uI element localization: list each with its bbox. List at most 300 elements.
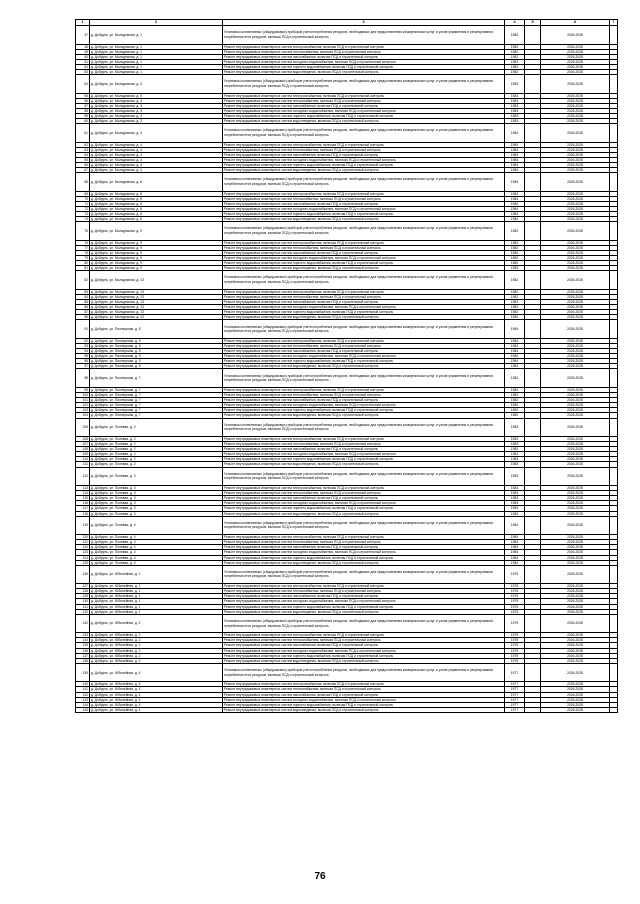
row-work-description: Ремонт внутридомовых инженерных систем горячего водоснабжения, включая ПСД и строительный контроль xyxy=(223,653,505,658)
row-year-built: 1982 xyxy=(505,261,525,266)
row-number: 85 xyxy=(76,300,90,305)
row-number: 105 xyxy=(76,418,90,437)
table-row-meter-installation xyxy=(76,565,618,584)
row-year-built: 1982 xyxy=(505,315,525,320)
row-period: 2026-2028 xyxy=(541,152,610,157)
row-work-description: Ремонт внутридомовых инженерных систем теплоснабжения, включая ПСД и строительный контроль xyxy=(223,343,505,348)
row-work-description: Ремонт внутридомовых инженерных систем газоснабжения, включая ПСД и строительный контроль xyxy=(223,692,505,697)
row-address: д. Добрунь, ул. Пионерская, д. 5 xyxy=(90,349,223,354)
row-year-built: 1982 xyxy=(505,403,525,408)
row-address: д. Добрунь, ул. Молодежная, д. 4 xyxy=(90,157,223,162)
row-year-built: 1984 xyxy=(505,173,525,192)
row-address: д. Добрунь, ул. Пионерская, д. 5 xyxy=(90,364,223,369)
row-work-description: Ремонт внутридомовых инженерных систем водоотведения, включая ПСД и строительный контроль xyxy=(223,609,505,614)
row-empty-cell xyxy=(525,418,541,437)
row-year-built: 1975 xyxy=(505,614,525,633)
row-work-description: Установка коллективных (общедомовых) приборов учета потребления ресурсов, необходимых для предоставления коммунальных услуг, и узлов управления и регулирования потребления этих ресурсов, включая ПСД и строительный контроль xyxy=(223,369,505,388)
row-year-built: 1983 xyxy=(505,113,525,118)
row-address: д. Добрунь, ул. Пионерская, д. 5 xyxy=(90,359,223,364)
table-row-meter-installation xyxy=(76,369,618,388)
row-work-description: Ремонт внутридомовых инженерных систем электроснабжения, включая ПСД и строительный контроль xyxy=(223,437,505,442)
row-period: 2026-2028 xyxy=(541,545,610,550)
row-work-description: Установка коллективных (общедомовых) приборов учета потребления ресурсов, необходимых для предоставления коммунальных услуг, и узлов управления и регулирования потребления этих ресурсов, включая ПСД и строительный контроль xyxy=(223,124,505,143)
row-year-built: 1984 xyxy=(505,535,525,540)
row-work-description: Ремонт внутридомовых инженерных систем электроснабжения, включая ПСД и строительный контроль xyxy=(223,93,505,98)
row-address: д. Добрунь, ул. Юбилейная, д. 1 xyxy=(90,589,223,594)
row-number: 75 xyxy=(76,222,90,241)
row-period: 2026-2028 xyxy=(541,222,610,241)
row-address: д. Добрунь, ул. Полевая, д. 2 xyxy=(90,442,223,447)
row-number: 99 xyxy=(76,387,90,392)
row-work-description: Установка коллективных (общедомовых) приборов учета потребления ресурсов, необходимых для предоставления коммунальных услуг, и узлов управления и регулирования потребления этих ресурсов, включая ПСД и строительный контроль xyxy=(223,565,505,584)
row-address: д. Добрунь, ул. Юбилейная, д. 2 xyxy=(90,638,223,643)
row-address: д. Добрунь, ул. Молодежная, д. 13 xyxy=(90,289,223,294)
row-number: 111 xyxy=(76,462,90,467)
row-period: 2026-2028 xyxy=(541,491,610,496)
row-address: д. Добрунь, ул. Полевая, д. 3 xyxy=(90,491,223,496)
row-year-built: 1984 xyxy=(505,560,525,565)
row-address: д. Добрунь, ул. Молодежная, д. 1 xyxy=(90,59,223,64)
row-number: 110 xyxy=(76,457,90,462)
row-address: д. Добрунь, ул. Молодежная, д. 3 xyxy=(90,103,223,108)
row-year-built: 1982 xyxy=(505,222,525,241)
row-empty-cell xyxy=(525,369,541,388)
row-period: 2026-2028 xyxy=(541,245,610,250)
row-year-built: 1983 xyxy=(505,491,525,496)
row-year-built: 1982 xyxy=(505,245,525,250)
row-year-built: 1983 xyxy=(505,75,525,94)
row-address: д. Добрунь, ул. Пионерская, д. 5 xyxy=(90,338,223,343)
row-address: д. Добрунь, ул. Молодежная, д. 9 xyxy=(90,256,223,261)
row-work-description: Ремонт внутридомовых инженерных систем холодного водоснабжения, включая ПСД и строительный контроль xyxy=(223,157,505,162)
row-year-built: 1984 xyxy=(505,540,525,545)
row-period: 2026-2028 xyxy=(541,614,610,633)
row-period: 2026-2028 xyxy=(541,418,610,437)
row-period: 2026-2028 xyxy=(541,486,610,491)
row-period: 2026-2028 xyxy=(541,462,610,467)
row-number: 73 xyxy=(76,212,90,217)
row-period: 2026-2028 xyxy=(541,26,610,45)
row-year-built: 1984 xyxy=(505,147,525,152)
row-address: д. Добрунь, ул. Молодежная, д. 6 xyxy=(90,212,223,217)
row-period: 2026-2028 xyxy=(541,643,610,648)
column-header: 4 xyxy=(505,20,525,26)
row-number: 127 xyxy=(76,584,90,589)
row-year-built: 1975 xyxy=(505,638,525,643)
row-number: 76 xyxy=(76,240,90,245)
row-year-built: 1984 xyxy=(505,320,525,339)
row-work-description: Ремонт внутридомовых инженерных систем теплоснабжения, включая ПСД и строительный контроль xyxy=(223,196,505,201)
row-period: 2026-2028 xyxy=(541,300,610,305)
row-number: 103 xyxy=(76,408,90,413)
row-period: 2026-2028 xyxy=(541,359,610,364)
row-year-built: 1984 xyxy=(505,206,525,211)
row-work-description: Установка коллективных (общедомовых) приборов учета потребления ресурсов, необходимых для предоставления коммунальных услуг, и узлов управления и регулирования потребления этих ресурсов, включая ПСД и строительный контроль xyxy=(223,663,505,682)
row-number: 50 xyxy=(76,54,90,59)
row-year-built: 1975 xyxy=(505,584,525,589)
row-address: д. Добрунь, ул. Полевая, д. 4 xyxy=(90,560,223,565)
row-work-description: Установка коллективных (общедомовых) приборов учета потребления ресурсов, необходимых для предоставления коммунальных услуг, и узлов управления и регулирования потребления этих ресурсов, включая ПСД и строительный контроль xyxy=(223,173,505,192)
row-work-description: Ремонт внутридомовых инженерных систем горячего водоснабжения, включая ПСД и строительный контроль xyxy=(223,212,505,217)
row-number: 109 xyxy=(76,452,90,457)
row-period: 2026-2028 xyxy=(541,403,610,408)
row-address: д. Добрунь, ул. Юбилейная, д. 2 xyxy=(90,633,223,638)
row-period: 2026-2028 xyxy=(541,535,610,540)
row-work-description: Ремонт внутридомовых инженерных систем теплоснабжения, включая ПСД и строительный контроль xyxy=(223,294,505,299)
row-year-built: 1982 xyxy=(505,69,525,74)
row-work-description: Установка коллективных (общедомовых) приборов учета потребления ресурсов, необходимых для предоставления коммунальных услуг, и узлов управления и регулирования потребления этих ресурсов, включая ПСД и строительный контроль xyxy=(223,418,505,437)
row-work-description: Ремонт внутридомовых инженерных систем холодного водоснабжения, включая ПСД и строительный контроль xyxy=(223,501,505,506)
row-period: 2026-2028 xyxy=(541,604,610,609)
column-header: 3 xyxy=(223,20,505,26)
row-number: 114 xyxy=(76,491,90,496)
row-number: 98 xyxy=(76,369,90,388)
row-period: 2026-2028 xyxy=(541,516,610,535)
row-number: 88 xyxy=(76,315,90,320)
row-work-description: Ремонт внутридомовых инженерных систем холодного водоснабжения, включая ПСД и строительный контроль xyxy=(223,206,505,211)
row-year-built: 1983 xyxy=(505,511,525,516)
row-address: д. Добрунь, ул. Полевая, д. 2 xyxy=(90,418,223,437)
row-address: д. Добрунь, ул. Молодежная, д. 9 xyxy=(90,250,223,255)
row-address: д. Добрунь, ул. Молодежная, д. 3 xyxy=(90,75,223,94)
row-work-description: Ремонт внутридомовых инженерных систем водоотведения, включая ПСД и строительный контроль xyxy=(223,462,505,467)
row-period: 2026-2028 xyxy=(541,692,610,697)
row-address: д. Добрунь, ул. Молодежная, д. 6 xyxy=(90,201,223,206)
row-period: 2026-2028 xyxy=(541,413,610,418)
row-period: 2026-2028 xyxy=(541,511,610,516)
row-period: 2026-2028 xyxy=(541,369,610,388)
row-number: 130 xyxy=(76,599,90,604)
row-number: 84 xyxy=(76,294,90,299)
row-period: 2026-2028 xyxy=(541,442,610,447)
row-address: д. Добрунь, ул. Молодежная, д. 1 xyxy=(90,54,223,59)
row-period: 2026-2028 xyxy=(541,103,610,108)
row-period: 2026-2028 xyxy=(541,550,610,555)
row-work-description: Ремонт внутридомовых инженерных систем электроснабжения, включая ПСД и строительный контроль xyxy=(223,338,505,343)
row-period: 2026-2028 xyxy=(541,163,610,168)
row-empty-cell xyxy=(610,663,618,682)
row-work-description: Установка коллективных (общедомовых) приборов учета потребления ресурсов, необходимых для предоставления коммунальных услуг, и узлов управления и регулирования потребления этих ресурсов, включая ПСД и строительный контроль xyxy=(223,614,505,633)
row-number: 135 xyxy=(76,643,90,648)
row-address: д. Добрунь, ул. Молодежная, д. 4 xyxy=(90,124,223,143)
row-empty-cell xyxy=(610,222,618,241)
row-year-built: 1982 xyxy=(505,408,525,413)
row-number: 133 xyxy=(76,633,90,638)
row-work-description: Ремонт внутридомовых инженерных систем горячего водоснабжения, включая ПСД и строительный контроль xyxy=(223,261,505,266)
row-year-built: 1982 xyxy=(505,413,525,418)
row-number: 144 xyxy=(76,702,90,707)
row-year-built: 1983 xyxy=(505,437,525,442)
row-work-description: Ремонт внутридомовых инженерных систем водоотведения, включая ПСД и строительный контроль xyxy=(223,707,505,712)
row-work-description: Ремонт внутридомовых инженерных систем холодного водоснабжения, включая ПСД и строительный контроль xyxy=(223,599,505,604)
row-year-built: 1977 xyxy=(505,702,525,707)
row-year-built: 1984 xyxy=(505,516,525,535)
row-number: 95 xyxy=(76,354,90,359)
row-work-description: Ремонт внутридомовых инженерных систем водоотведения, включая ПСД и строительный контроль xyxy=(223,413,505,418)
row-number: 97 xyxy=(76,364,90,369)
row-year-built: 1977 xyxy=(505,682,525,687)
row-work-description: Ремонт внутридомовых инженерных систем холодного водоснабжения, включая ПСД и строительный контроль xyxy=(223,305,505,310)
row-work-description: Ремонт внутридомовых инженерных систем газоснабжения, включая ПСД и строительный контроль xyxy=(223,54,505,59)
row-address: д. Добрунь, ул. Юбилейная, д. 2 xyxy=(90,614,223,633)
row-empty-cell xyxy=(525,663,541,682)
row-number: 126 xyxy=(76,565,90,584)
row-work-description: Ремонт внутридомовых инженерных систем горячего водоснабжения, включая ПСД и строительный контроль xyxy=(223,163,505,168)
row-empty-cell xyxy=(525,222,541,241)
row-period: 2026-2028 xyxy=(541,599,610,604)
row-work-description: Ремонт внутридомовых инженерных систем водоотведения, включая ПСД и строительный контроль xyxy=(223,119,505,124)
row-number: 143 xyxy=(76,697,90,702)
row-work-description: Ремонт внутридомовых инженерных систем газоснабжения, включая ПСД и строительный контроль xyxy=(223,496,505,501)
row-address: д. Добрунь, ул. Молодежная, д. 13 xyxy=(90,271,223,290)
row-year-built: 1983 xyxy=(505,501,525,506)
row-address: д. Добрунь, ул. Юбилейная, д. 2 xyxy=(90,648,223,653)
row-number: 70 xyxy=(76,196,90,201)
row-period: 2026-2028 xyxy=(541,697,610,702)
row-year-built: 1982 xyxy=(505,26,525,45)
row-address: д. Добрунь, ул. Молодежная, д. 9 xyxy=(90,240,223,245)
row-address: д. Добрунь, ул. Юбилейная, д. 2 xyxy=(90,643,223,648)
row-number: 57 xyxy=(76,103,90,108)
row-work-description: Ремонт внутридомовых инженерных систем водоотведения, включая ПСД и строительный контроль xyxy=(223,315,505,320)
row-period: 2026-2028 xyxy=(541,457,610,462)
table-row-meter-installation xyxy=(76,320,618,339)
row-number: 86 xyxy=(76,305,90,310)
row-period: 2026-2028 xyxy=(541,447,610,452)
row-work-description: Ремонт внутридомовых инженерных систем холодного водоснабжения, включая ПСД и строительный контроль xyxy=(223,108,505,113)
row-period: 2026-2028 xyxy=(541,609,610,614)
row-number: 63 xyxy=(76,147,90,152)
row-year-built: 1977 xyxy=(505,692,525,697)
row-number: 55 xyxy=(76,93,90,98)
row-number: 52 xyxy=(76,64,90,69)
row-number: 68 xyxy=(76,173,90,192)
row-address: д. Добрунь, ул. Молодежная, д. 6 xyxy=(90,191,223,196)
row-number: 137 xyxy=(76,653,90,658)
row-period: 2026-2028 xyxy=(541,452,610,457)
row-address: д. Добрунь, ул. Молодежная, д. 1 xyxy=(90,69,223,74)
row-number: 83 xyxy=(76,289,90,294)
row-work-description: Ремонт внутридомовых инженерных систем газоснабжения, включая ПСД и строительный контроль xyxy=(223,201,505,206)
row-number: 124 xyxy=(76,555,90,560)
row-period: 2026-2028 xyxy=(541,653,610,658)
row-empty-cell xyxy=(525,565,541,584)
row-year-built: 1983 xyxy=(505,93,525,98)
row-work-description: Ремонт внутридомовых инженерных систем холодного водоснабжения, включая ПСД и строительный контроль xyxy=(223,648,505,653)
row-period: 2026-2028 xyxy=(541,343,610,348)
row-period: 2026-2028 xyxy=(541,173,610,192)
row-period: 2026-2028 xyxy=(541,212,610,217)
row-address: д. Добрунь, ул. Молодежная, д. 13 xyxy=(90,315,223,320)
row-work-description: Ремонт внутридомовых инженерных систем электроснабжения, включая ПСД и строительный контроль xyxy=(223,633,505,638)
row-year-built: 1984 xyxy=(505,196,525,201)
table-row-meter-installation xyxy=(76,418,618,437)
row-empty-cell xyxy=(525,124,541,143)
row-address: д. Добрунь, ул. Молодежная, д. 6 xyxy=(90,217,223,222)
row-address: д. Добрунь, ул. Молодежная, д. 13 xyxy=(90,310,223,315)
row-period: 2026-2028 xyxy=(541,256,610,261)
row-year-built: 1984 xyxy=(505,152,525,157)
row-work-description: Ремонт внутридомовых инженерных систем газоснабжения, включая ПСД и строительный контроль xyxy=(223,103,505,108)
row-year-built: 1983 xyxy=(505,442,525,447)
row-work-description: Ремонт внутридомовых инженерных систем горячего водоснабжения, включая ПСД и строительный контроль xyxy=(223,359,505,364)
row-address: д. Добрунь, ул. Полевая, д. 3 xyxy=(90,501,223,506)
row-number: 132 xyxy=(76,614,90,633)
row-address: д. Добрунь, ул. Молодежная, д. 13 xyxy=(90,300,223,305)
row-number: 100 xyxy=(76,393,90,398)
row-work-description: Ремонт внутридомовых инженерных систем газоснабжения, включая ПСД и строительный контроль xyxy=(223,349,505,354)
row-work-description: Установка коллективных (общедомовых) приборов учета потребления ресурсов, необходимых для предоставления коммунальных услуг, и узлов управления и регулирования потребления этих ресурсов, включая ПСД и строительный контроль xyxy=(223,467,505,486)
row-number: 48 xyxy=(76,44,90,49)
row-year-built: 1977 xyxy=(505,707,525,712)
row-work-description: Ремонт внутридомовых инженерных систем теплоснабжения, включая ПСД и строительный контроль xyxy=(223,491,505,496)
row-year-built: 1983 xyxy=(505,103,525,108)
row-year-built: 1982 xyxy=(505,59,525,64)
row-work-description: Ремонт внутридомовых инженерных систем водоотведения, включая ПСД и строительный контроль xyxy=(223,364,505,369)
table-row-meter-installation xyxy=(76,271,618,290)
row-empty-cell xyxy=(525,271,541,290)
row-work-description: Ремонт внутридомовых инженерных систем горячего водоснабжения, включая ПСД и строительный контроль xyxy=(223,310,505,315)
row-empty-cell xyxy=(610,369,618,388)
row-year-built: 1982 xyxy=(505,266,525,271)
row-address: д. Добрунь, ул. Юбилейная, д. 4 xyxy=(90,707,223,712)
row-period: 2026-2028 xyxy=(541,59,610,64)
row-number: 112 xyxy=(76,467,90,486)
table-row-meter-installation xyxy=(76,516,618,535)
row-number: 120 xyxy=(76,535,90,540)
page-number: 76 xyxy=(314,871,326,882)
row-year-built: 1982 xyxy=(505,305,525,310)
row-work-description: Ремонт внутридомовых инженерных систем холодного водоснабжения, включая ПСД и строительный контроль xyxy=(223,403,505,408)
row-year-built: 1983 xyxy=(505,108,525,113)
row-number: 80 xyxy=(76,261,90,266)
row-period: 2026-2028 xyxy=(541,196,610,201)
row-work-description: Установка коллективных (общедомовых) приборов учета потребления ресурсов, необходимых для предоставления коммунальных услуг, и узлов управления и регулирования потребления этих ресурсов, включая ПСД и строительный контроль xyxy=(223,271,505,290)
row-period: 2026-2028 xyxy=(541,354,610,359)
table-row-meter-installation xyxy=(76,467,618,486)
row-address: д. Добрунь, ул. Полевая, д. 4 xyxy=(90,535,223,540)
row-period: 2026-2028 xyxy=(541,217,610,222)
row-number: 78 xyxy=(76,250,90,255)
row-year-built: 1977 xyxy=(505,687,525,692)
row-period: 2026-2028 xyxy=(541,93,610,98)
row-year-built: 1982 xyxy=(505,300,525,305)
row-empty-cell xyxy=(525,707,541,712)
row-period: 2026-2028 xyxy=(541,271,610,290)
row-period: 2026-2028 xyxy=(541,69,610,74)
row-year-built: 1984 xyxy=(505,550,525,555)
row-period: 2026-2028 xyxy=(541,305,610,310)
row-year-built: 1983 xyxy=(505,467,525,486)
row-year-built: 1975 xyxy=(505,658,525,663)
row-number: 65 xyxy=(76,157,90,162)
row-work-description: Ремонт внутридомовых инженерных систем газоснабжения, включая ПСД и строительный контроль xyxy=(223,398,505,403)
row-period: 2026-2028 xyxy=(541,147,610,152)
row-number: 129 xyxy=(76,594,90,599)
row-year-built: 1984 xyxy=(505,359,525,364)
row-year-built: 1982 xyxy=(505,250,525,255)
row-year-built: 1983 xyxy=(505,496,525,501)
row-work-description: Ремонт внутридомовых инженерных систем теплоснабжения, включая ПСД и строительный контроль xyxy=(223,442,505,447)
row-number: 56 xyxy=(76,98,90,103)
row-year-built: 1982 xyxy=(505,310,525,315)
row-period: 2026-2028 xyxy=(541,682,610,687)
row-work-description: Ремонт внутридомовых инженерных систем холодного водоснабжения, включая ПСД и строительный контроль xyxy=(223,354,505,359)
row-empty-cell xyxy=(610,320,618,339)
row-empty-cell xyxy=(610,614,618,633)
column-header: 2 xyxy=(90,20,223,26)
row-period: 2026-2028 xyxy=(541,310,610,315)
row-address: д. Добрунь, ул. Полевая, д. 3 xyxy=(90,506,223,511)
row-address: д. Добрунь, ул. Пионерская, д. 7 xyxy=(90,387,223,392)
row-address: д. Добрунь, ул. Молодежная, д. 9 xyxy=(90,222,223,241)
row-address: д. Добрунь, ул. Юбилейная, д. 1 xyxy=(90,604,223,609)
row-address: д. Добрунь, ул. Молодежная, д. 4 xyxy=(90,163,223,168)
row-work-description: Ремонт внутридомовых инженерных систем газоснабжения, включая ПСД и строительный контроль xyxy=(223,250,505,255)
row-work-description: Ремонт внутридомовых инженерных систем горячего водоснабжения, включая ПСД и строительный контроль xyxy=(223,702,505,707)
capital-repair-table-sheet xyxy=(75,19,617,713)
row-number: 79 xyxy=(76,256,90,261)
row-period: 2026-2028 xyxy=(541,584,610,589)
row-number: 53 xyxy=(76,69,90,74)
row-address: д. Добрунь, ул. Полевая, д. 2 xyxy=(90,462,223,467)
row-period: 2026-2028 xyxy=(541,64,610,69)
row-period: 2026-2028 xyxy=(541,44,610,49)
row-work-description: Ремонт внутридомовых инженерных систем электроснабжения, включая ПСД и строительный контроль xyxy=(223,142,505,147)
row-year-built: 1982 xyxy=(505,49,525,54)
row-work-description: Установка коллективных (общедомовых) приборов учета потребления ресурсов, необходимых для предоставления коммунальных услуг, и узлов управления и регулирования потребления этих ресурсов, включая ПСД и строительный контроль xyxy=(223,222,505,241)
row-number: 136 xyxy=(76,648,90,653)
row-year-built: 1975 xyxy=(505,653,525,658)
row-period: 2026-2028 xyxy=(541,157,610,162)
column-header: 6 xyxy=(541,20,610,26)
row-address: д. Добрунь, ул. Полевая, д. 3 xyxy=(90,511,223,516)
row-work-description: Ремонт внутридомовых инженерных систем газоснабжения, включая ПСД и строительный контроль xyxy=(223,152,505,157)
row-period: 2026-2028 xyxy=(541,437,610,442)
row-number: 118 xyxy=(76,511,90,516)
row-work-description: Ремонт внутридомовых инженерных систем теплоснабжения, включая ПСД и строительный контроль xyxy=(223,687,505,692)
row-address: д. Добрунь, ул. Пионерская, д. 5 xyxy=(90,354,223,359)
row-work-description: Ремонт внутридомовых инженерных систем электроснабжения, включая ПСД и строительный контроль xyxy=(223,535,505,540)
table-row-meter-installation xyxy=(76,614,618,633)
row-address: д. Добрунь, ул. Юбилейная, д. 1 xyxy=(90,599,223,604)
row-number: 72 xyxy=(76,206,90,211)
row-address: д. Добрунь, ул. Пионерская, д. 5 xyxy=(90,343,223,348)
row-number: 93 xyxy=(76,343,90,348)
row-year-built: 1982 xyxy=(505,369,525,388)
row-work-description: Ремонт внутридомовых инженерных систем горячего водоснабжения, включая ПСД и строительный контроль xyxy=(223,408,505,413)
row-number: 74 xyxy=(76,217,90,222)
row-number: 64 xyxy=(76,152,90,157)
row-address: д. Добрунь, ул. Молодежная, д. 1 xyxy=(90,44,223,49)
row-year-built: 1984 xyxy=(505,338,525,343)
row-year-built: 1984 xyxy=(505,201,525,206)
row-address: д. Добрунь, ул. Молодежная, д. 4 xyxy=(90,152,223,157)
row-period: 2026-2028 xyxy=(541,467,610,486)
row-number: 123 xyxy=(76,550,90,555)
row-work-description: Ремонт внутридомовых инженерных систем холодного водоснабжения, включая ПСД и строительный контроль xyxy=(223,697,505,702)
row-work-description: Ремонт внутридомовых инженерных систем водоотведения, включая ПСД и строительный контроль xyxy=(223,658,505,663)
row-number: 138 xyxy=(76,658,90,663)
row-address: д. Добрунь, ул. Молодежная, д. 13 xyxy=(90,305,223,310)
row-address: д. Добрунь, ул. Юбилейная, д. 1 xyxy=(90,584,223,589)
row-year-built: 1975 xyxy=(505,633,525,638)
row-address: д. Добрунь, ул. Молодежная, д. 9 xyxy=(90,261,223,266)
row-work-description: Ремонт внутридомовых инженерных систем водоотведения, включая ПСД и строительный контроль xyxy=(223,560,505,565)
row-year-built: 1982 xyxy=(505,398,525,403)
row-year-built: 1982 xyxy=(505,387,525,392)
row-year-built: 1975 xyxy=(505,594,525,599)
